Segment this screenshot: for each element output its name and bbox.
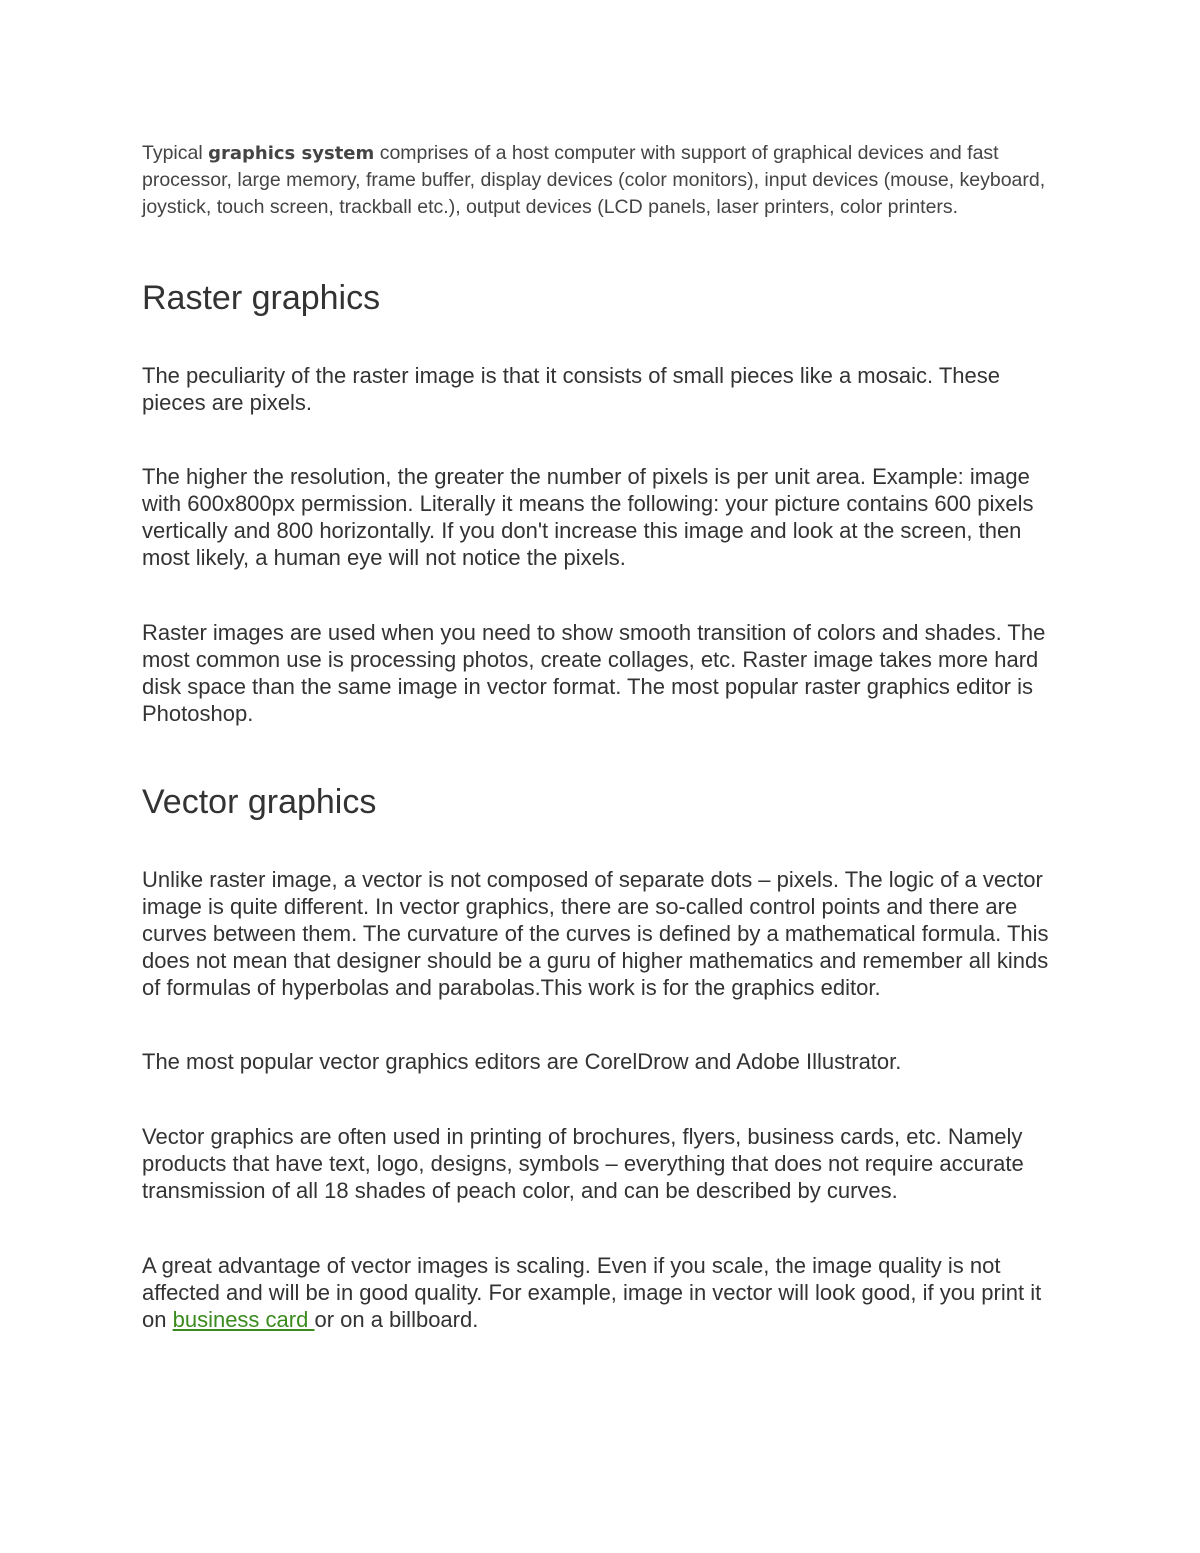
vector-paragraph-4	[142, 1252, 1062, 1333]
document-page	[142, 140, 1062, 1333]
business-card-link[interactable]: business card	[172, 1307, 315, 1332]
raster-heading: Raster graphics	[142, 279, 381, 317]
intro-paragraph	[142, 140, 1062, 221]
intro-bold-term: graphics system	[208, 143, 375, 164]
vector-paragraph-1: Unlike raster image, a vector is not composed of separate dots – pixels. The logic of a vector image is quite different. In vector graphics, there are so-called control points and there are curves between them. The curvature of the curves is defined by a mathematical formula. This does not mean that designer should be a guru of higher mathematics and remember all kinds of formulas of hyperbolas and parabolas.This work is for the graphics editor.	[142, 867, 1049, 1000]
raster-paragraph-1: The peculiarity of the raster image is that it consists of small pieces like a mosaic. These pieces are pixels.	[142, 363, 1000, 415]
raster-paragraph-3: Raster images are used when you need to show smooth transition of colors and shades. The most common use is processing photos, create collages, etc. Raster image takes more hard disk space than the same image in vector format. The most popular raster graphics editor is Photoshop.	[142, 620, 1046, 726]
vector-paragraph-3: Vector graphics are often used in printing of brochures, flyers, business cards, etc. Namely products that have text, logo, designs, symbols – everything that does not require accurate transmission of all 18 shades of peach color, and can be described by curves.	[142, 1124, 1024, 1203]
intro-text-rest: comprises of a host computer with support of graphical devices and fast processor, large memory, frame buffer, display devices (color monitors), input devices (mouse, keyboard, joystick, touch screen, trackball etc.), output devices (LCD panels, laser printers, color printers.	[142, 142, 1046, 218]
vector-heading: Vector graphics	[142, 783, 377, 821]
intro-text-start: Typical	[142, 142, 209, 164]
vector-paragraph-2: The most popular vector graphics editors are CorelDrow and Adobe Illustrator.	[142, 1049, 902, 1074]
raster-paragraph-2: The higher the resolution, the greater the number of pixels is per unit area. Example: image with 600x800px permission. Literally it means the following: your picture contains 600 pixels vertically and 800 horizontally. If you don't increase this image and look at the screen, then most likely, a human eye will not notice the pixels.	[142, 464, 1034, 570]
vector-paragraph-4-text: A great advantage of vector images is scaling. Even if you scale, the image quality is not affected and will be in good quality. For example, image in vector will look good, if you print it on	[142, 1253, 1042, 1332]
vector-paragraph-4-end: or on a billboard.	[314, 1307, 479, 1332]
